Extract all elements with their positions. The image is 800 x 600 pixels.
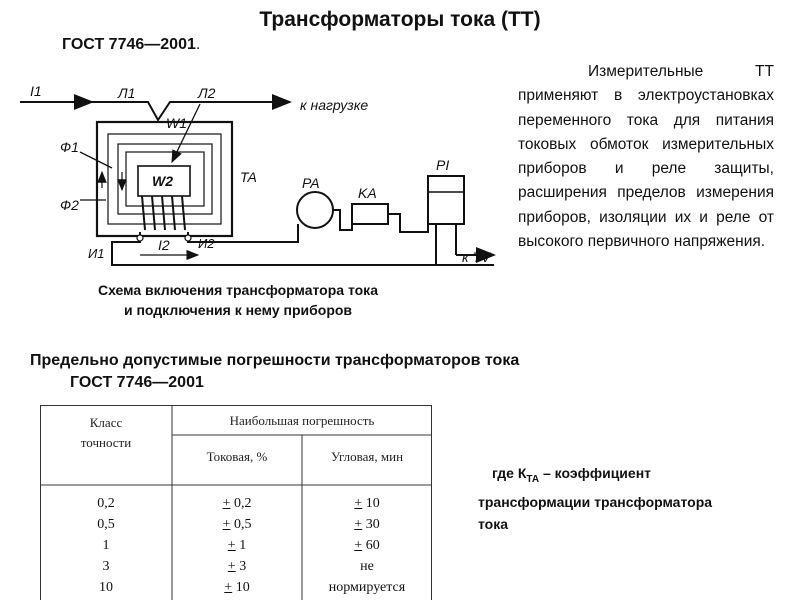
label-i1: И1	[88, 246, 105, 261]
table-heading-line-2: ГОСТ 7746—2001	[70, 374, 204, 391]
circuit-diagram	[0, 70, 500, 280]
intro-paragraph: Измерительные ТТ применяют в электроустановках переменного тока для питания токовых обмоток измерительных приборов и реле защиты, расширения пределов измерения приборов, изоляции их и реле от высокого первичного напряжения.	[518, 63, 774, 251]
angular-value: 30	[362, 517, 380, 532]
table-row-class: 3	[102, 559, 110, 574]
label-I2: I2	[158, 237, 170, 253]
current-value: 3	[235, 559, 247, 574]
table-row-current	[172, 577, 302, 598]
table-row-current	[172, 535, 302, 556]
table-row-angular	[302, 535, 432, 556]
caption-line-2: и подключения к нему приборов	[123, 302, 353, 318]
current-value: 0,5	[230, 517, 252, 532]
label-L1: Л1	[118, 85, 136, 101]
label-KA: KA	[358, 185, 377, 201]
label-TA: TA	[240, 169, 257, 185]
plus-minus-sign: +	[227, 559, 236, 574]
table-heading-line-1: Предельно допустимые погрешности трансформаторов тока	[30, 352, 520, 369]
label-TV: к TV	[462, 249, 491, 265]
gost-reference	[62, 36, 200, 54]
header-class-line-2: точности	[80, 435, 132, 450]
note-line-3: тока	[478, 515, 509, 532]
header-angular-error: Угловая, мин	[330, 449, 404, 464]
label-F2: Ф2	[60, 197, 79, 213]
label-L2: Л2	[198, 85, 216, 101]
column-class-values	[40, 493, 172, 598]
table-row-class: 10	[99, 580, 113, 595]
header-class-line-1: Класс	[89, 415, 123, 430]
table-row-class: 0,2	[97, 496, 115, 511]
table-row-class: 1	[102, 538, 110, 553]
table-row-class: 0,5	[97, 517, 115, 532]
column-current-values	[172, 493, 302, 598]
angular-value: не	[360, 559, 374, 574]
caption-line-1: Схема включения трансформатора тока	[98, 282, 378, 298]
current-value: 0,2	[230, 496, 252, 511]
label-W2: W2	[152, 173, 173, 189]
current-value: 10	[232, 580, 250, 595]
table-row-angular	[302, 556, 432, 577]
coefficient-note	[478, 462, 778, 535]
label-I1: I1	[30, 83, 42, 99]
column-angular-values	[302, 493, 432, 598]
table-row-angular	[302, 514, 432, 535]
gost-dot: .	[195, 36, 201, 53]
table-row-angular	[302, 493, 432, 514]
label-PI: PI	[436, 157, 450, 173]
gost-text: ГОСТ 7746—2001	[62, 36, 196, 53]
plus-minus-sign: +	[227, 538, 236, 553]
plus-minus-sign: +	[354, 517, 363, 532]
angular-value: 10	[362, 496, 380, 511]
table-row-current	[172, 514, 302, 535]
header-max-error: Наибольшая погрешность	[229, 413, 375, 428]
error-table	[40, 405, 432, 600]
plus-minus-sign: +	[354, 496, 363, 511]
table-row-current	[172, 493, 302, 514]
label-W1: W1	[166, 115, 187, 131]
page-title: Трансформаторы тока (ТТ)	[259, 8, 541, 31]
label-i2: И2	[198, 236, 215, 251]
note-line-1	[478, 462, 778, 491]
current-value: 1	[235, 538, 247, 553]
note-line-2: трансформации трансформатора	[478, 493, 713, 510]
diagram-caption	[30, 280, 446, 320]
header-class	[40, 413, 172, 453]
angular-value: нормируется	[328, 580, 406, 595]
table-heading	[30, 350, 670, 394]
plus-minus-sign: +	[222, 517, 231, 532]
plus-minus-sign: +	[222, 496, 231, 511]
table-row-current	[172, 556, 302, 577]
plus-minus-sign: +	[354, 538, 363, 553]
label-F1: Ф1	[60, 139, 79, 155]
note-prefix: где К	[492, 465, 527, 481]
plus-minus-sign: +	[224, 580, 233, 595]
note-subscript: ТА	[526, 473, 540, 485]
angular-value: 60	[362, 538, 380, 553]
header-current-error: Токовая, %	[206, 449, 268, 464]
label-load: к нагрузке	[300, 97, 369, 113]
table-row-angular	[302, 577, 432, 598]
note-rest: – коэффициент	[539, 465, 652, 481]
label-PA: PA	[302, 175, 320, 191]
